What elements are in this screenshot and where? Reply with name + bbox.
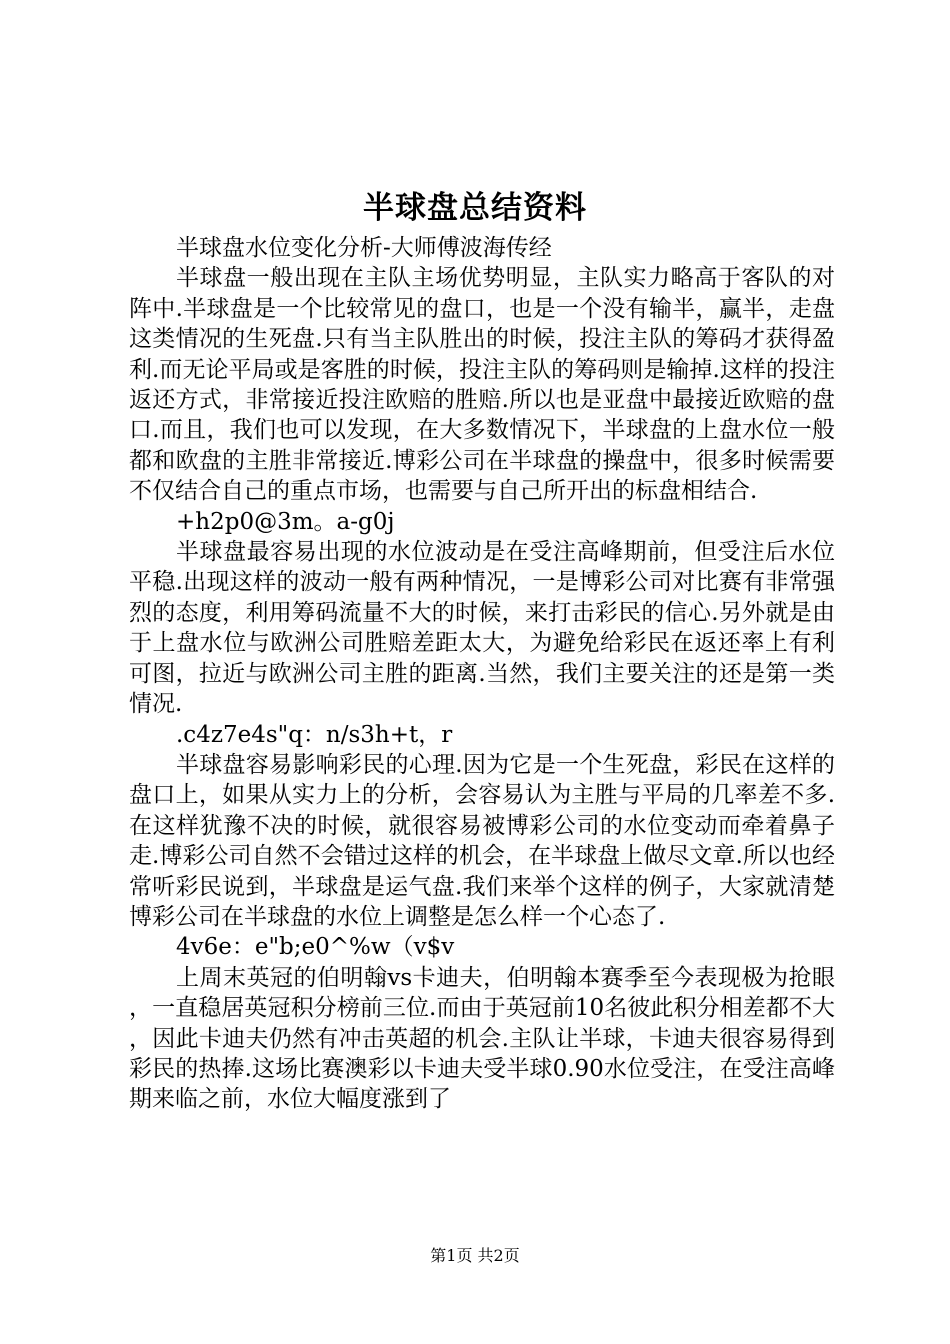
paragraph: 半球盘一般出现在主队主场优势明显，主队实力略高于客队的对阵中.半球盘是一个比较常见的盘口，也是一个没有输半，赢半，走盘这类情况的生死盘.只有当主队胜出的时候，投注主队的筹码才获得盈利.而无论平局或是客胜的时候，投注主队的筹码则是输掉.这样的投注返还方式，非常接近投注欧赔的胜赔.所以也是亚盘中最接近欧赔的盘口.而且，我们也可以发现，在大多数情况下，半球盘的上盘水位一般都和欧盘的主胜非常接近.博彩公司在半球盘的操盘中，很多时候需要不仅结合自己的重点市场，也需要与自己所开出的标盘相结合. [129, 265, 835, 505]
document-body [129, 233, 835, 1115]
paragraph: 半球盘容易影响彩民的心理.因为它是一个生死盘，彩民在这样的盘口上，如果从实力上的分析，会容易认为主胜与平局的几率差不多.在这样犹豫不决的时候，就很容易被博彩公司的水位变动而牵着鼻子走.博彩公司自然不会错过这样的机会，在半球盘上做尽文章.所以也经常听彩民说到，半球盘是运气盘.我们来举个这样的例子，大家就清楚博彩公司在半球盘的水位上调整是怎么样一个心态了. [129, 751, 835, 930]
noise-line: +h2p0@3m。a-g0j [176, 508, 395, 535]
paragraph: 上周末英冠的伯明翰vs卡迪夫，伯明翰本赛季至今表现极为抢眼，一直稳居英冠积分榜前三位.而由于英冠前10名彼此积分相差都不大，因此卡迪夫仍然有冲击英超的机会.主队让半球，卡迪夫很容易得到彩民的热捧.这场比赛澳彩以卡迪夫受半球0.90水位受注，在受注高峰期来临之前，水位大幅度涨到了 [129, 964, 835, 1113]
page-footer: 第1页 共2页 [430, 1246, 520, 1265]
noise-line: .c4z7e4s"q：n/s3h+t，r [176, 721, 453, 748]
document-title: 半球盘总结资料 [363, 190, 587, 226]
noise-line: 4v6e：e"b;e0^%w（v$v [176, 934, 455, 961]
paragraph-subtitle: 半球盘水位变化分析-大师傅波海传经 [176, 235, 552, 261]
paragraph: 半球盘最容易出现的水位波动是在受注高峰期前，但受注后水位平稳.出现这样的波动一般有两种情况，一是博彩公司对比赛有非常强烈的态度，利用筹码流量不大的时候，来打击彩民的信心.另外就是由于上盘水位与欧洲公司胜赔差距太大，为避免给彩民在返还率上有利可图，拉近与欧洲公司主胜的距离.当然，我们主要关注的还是第一类情况. [129, 539, 835, 718]
